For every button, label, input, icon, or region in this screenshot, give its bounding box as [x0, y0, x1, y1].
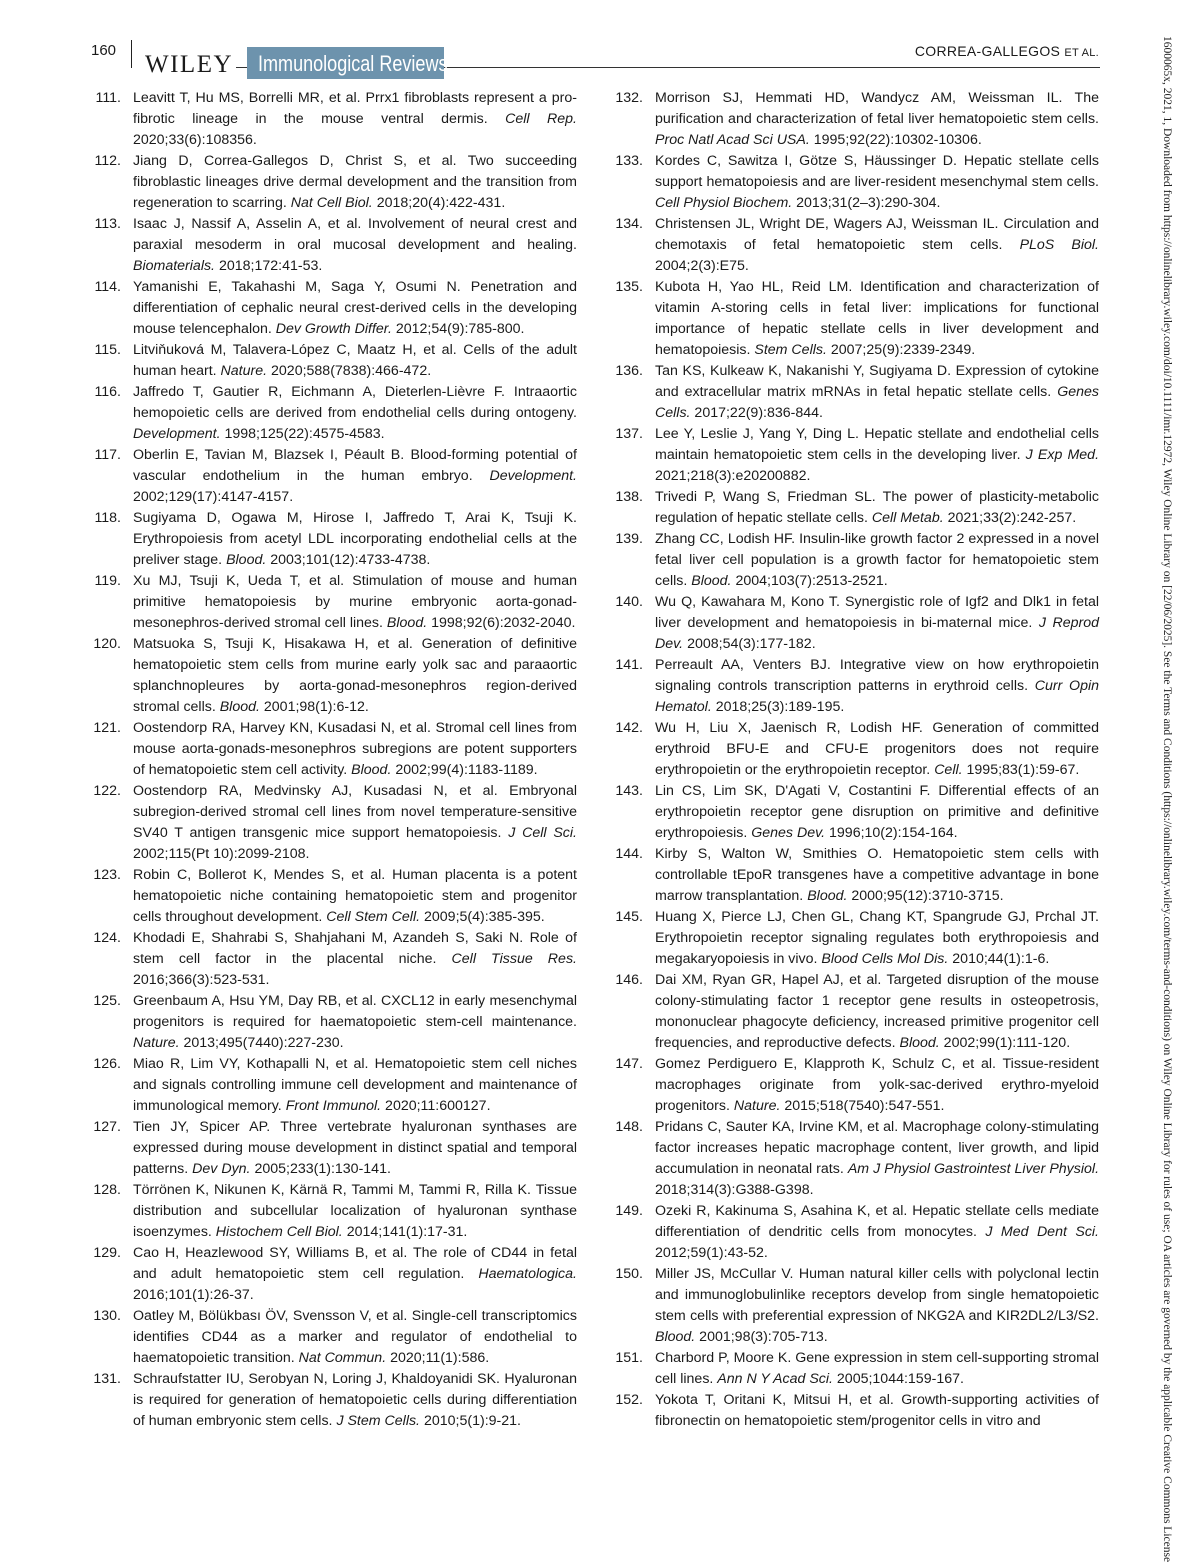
reference-item: [90, 1117, 577, 1180]
reference-journal: Nature.: [733, 1098, 781, 1114]
reference-item: [612, 88, 1099, 151]
reference-number: 112.: [94, 153, 121, 169]
reference-number: 144.: [615, 846, 643, 862]
reference-text: Perreault AA, Venters BJ. Integrative view on how erythropoietin signaling controls transcription patterns in erythroid cells.: [655, 657, 1099, 694]
reference-journal: PLoS Biol.: [1019, 237, 1099, 253]
reference-number: 129.: [93, 1245, 121, 1261]
reference-item: [90, 1054, 577, 1117]
reference-text: Morrison SJ, Hemmati HD, Wandycz AM, Weissman IL. The purification and characterization of fetal liver hematopoietic stem cells.: [655, 90, 1099, 127]
reference-item: [90, 1180, 577, 1243]
reference-item: [90, 865, 577, 928]
reference-citation: 2004;2(3):E75.: [655, 258, 749, 274]
reference-journal: Nat Cell Biol.: [290, 195, 373, 211]
reference-text: Oostendorp RA, Harvey KN, Kusadasi N, et al. Stromal cell lines from mouse aorta-gonads-mesonephros subregions are potent supporters of hematopoietic stem cell activity.: [133, 720, 577, 778]
reference-journal: Blood.: [386, 615, 428, 631]
reference-number: 134.: [615, 216, 643, 232]
reference-number: 117.: [94, 447, 121, 463]
reference-item: [90, 1243, 577, 1306]
reference-journal: Blood.: [899, 1035, 940, 1051]
reference-text: Cao H, Heazlewood SY, Williams B, et al. The role of CD44 in fetal and adult hematopoietic stem cell regulation.: [133, 1245, 577, 1282]
reference-journal: Blood Cells Mol Dis.: [821, 951, 949, 967]
reference-citation: 2007;25(9):2339-2349.: [826, 342, 976, 358]
reference-text: Jiang D, Correa-Gallegos D, Christ S, et al. Two succeeding fibroblastic lineages drive dermal development and the transition from regeneration to scarring.: [133, 153, 577, 211]
reference-citation: 2002;129(17):4147-4157.: [133, 489, 294, 505]
reference-item: [90, 718, 577, 781]
reference-journal: Cell Rep.: [505, 111, 577, 127]
reference-item: [90, 277, 577, 340]
reference-citation: 2015;518(7540):547-551.: [780, 1098, 945, 1114]
reference-number: 114.: [94, 279, 121, 295]
reference-journal: J Cell Sci.: [508, 825, 577, 841]
reference-citation: 2017;22(9):836-844.: [690, 405, 824, 421]
reference-citation: 1995;83(1):59-67.: [962, 762, 1080, 778]
reference-number: 116.: [94, 384, 121, 400]
reference-text: Zhang CC, Lodish HF. Insulin-like growth factor 2 expressed in a novel fetal liver cell population is a growth factor for hematopoietic stem cells.: [655, 531, 1099, 589]
reference-citation: 2013;495(7440):227-230.: [179, 1035, 344, 1051]
reference-citation: 2018;25(3):189-195.: [711, 699, 845, 715]
reference-number: 146.: [615, 972, 643, 988]
reference-citation: 2001;98(1):6-12.: [259, 699, 369, 715]
reference-text: Wu Q, Kawahara M, Kono T. Synergistic role of Igf2 and Dlk1 in fetal liver development and hematopoiesis in bi-maternal mice.: [655, 594, 1099, 631]
reference-text: Gomez Perdiguero E, Klapproth K, Schulz C, et al. Tissue-resident macrophages originate from yolk-sac-derived erythro-myeloid progenitors.: [655, 1056, 1099, 1114]
reference-number: 142.: [615, 720, 643, 736]
reference-text: Isaac J, Nassif A, Asselin A, et al. Involvement of neural crest and paraxial mesoderm in oral mucosal development and healing.: [133, 216, 577, 253]
reference-text: Ozeki R, Kakinuma S, Asahina K, et al. Hepatic stellate cells mediate differentiation of dendritic cells from monocytes.: [655, 1203, 1099, 1240]
reference-citation: 2005;233(1):130-141.: [250, 1161, 391, 1177]
reference-journal: Histochem Cell Biol.: [215, 1224, 343, 1240]
reference-citation: 2002;115(Pt 10):2099-2108.: [133, 846, 310, 862]
reference-item: [612, 655, 1099, 718]
reference-journal: Blood.: [655, 1329, 696, 1345]
reference-text: Lin CS, Lim SK, D'Agati V, Costantini F. Differential effects of an erythropoietin receptor gene disruption on primitive and definitive erythropoiesis.: [655, 783, 1099, 841]
reference-item: [90, 382, 577, 445]
reference-number: 124.: [93, 930, 121, 946]
reference-number: 145.: [615, 909, 643, 925]
reference-text: Leavitt T, Hu MS, Borrelli MR, et al. Prrx1 fibroblasts represent a pro-fibrotic lineage in the mouse ventral dermis.: [133, 90, 577, 127]
reference-journal: Blood.: [807, 888, 848, 904]
reference-text: Sugiyama D, Ogawa M, Hirose I, Jaffredo T, Arai K, Tsuji K. Erythropoiesis from acetyl LDL incorporating endothelial cells at the preliver stage.: [133, 510, 577, 568]
reference-citation: 2010;5(1):9-21.: [420, 1413, 521, 1429]
reference-item: [612, 1390, 1099, 1432]
reference-text: Oberlin E, Tavian M, Blazsek I, Péault B. Blood-forming potential of vascular endothelium in the human embryo.: [133, 447, 577, 484]
reference-journal: Am J Physiol Gastrointest Liver Physiol.: [847, 1161, 1100, 1177]
reference-journal: Cell Physiol Biochem.: [655, 195, 793, 211]
journal-name: Immunological Reviews: [258, 51, 448, 76]
reference-item: [612, 214, 1099, 277]
reference-journal: Curr Opin Hematol.: [655, 678, 1099, 715]
reference-item: [90, 88, 577, 151]
reference-text: Dai XM, Ryan GR, Hapel AJ, et al. Targeted disruption of the mouse colony-stimulating factor 1 receptor gene results in osteopetrosis, mononuclear phagocyte deficiency, increased primitive progenitor cell frequencies, and reproductive defects.: [655, 972, 1099, 1051]
reference-journal: Haematologica.: [478, 1266, 577, 1282]
reference-citation: 1996;10(2):154-164.: [825, 825, 958, 841]
reference-number: 147.: [615, 1056, 643, 1072]
reference-number: 151.: [615, 1350, 643, 1366]
reference-text: Yokota T, Oritani K, Mitsui H, et al. Growth-supporting activities of fibronectin on hematopoietic stem/progenitor cells in vitro and: [655, 1392, 1099, 1429]
reference-journal: Nature.: [133, 1035, 180, 1051]
reference-citation: 2020;11:600127.: [381, 1098, 491, 1114]
references-left-column: [90, 88, 577, 1432]
reference-item: [90, 634, 577, 718]
reference-item: [90, 151, 577, 214]
reference-citation: 2018;172:41-53.: [215, 258, 323, 274]
reference-citation: 2021;33(2):242-257.: [943, 510, 1077, 526]
reference-text: Tan KS, Kulkeaw K, Nakanishi Y, Sugiyama D. Expression of cytokine and extracellular matrix mRNAs in fetal hepatic stellate cells.: [655, 363, 1099, 400]
reference-journal: Nat Commun.: [298, 1350, 387, 1366]
reference-number: 126.: [93, 1056, 121, 1072]
reference-number: 118.: [94, 510, 121, 526]
reference-text: Greenbaum A, Hsu YM, Day RB, et al. CXCL12 in early mesenchymal progenitors is required for haematopoietic stem-cell maintenance.: [133, 993, 577, 1030]
reference-item: [612, 1264, 1099, 1348]
reference-citation: 1995;92(22):10302-10306.: [809, 132, 982, 148]
reference-text: Kordes C, Sawitza I, Götze S, Häussinger D. Hepatic stellate cells support hematopoiesis and are liver-resident mesenchymal stem cells.: [655, 153, 1099, 190]
reference-citation: 2013;31(2–3):290-304.: [792, 195, 941, 211]
download-notice: 1600065x, 2021, 1, Downloaded from https://onlinelibrary.wiley.com/doi/10.1111/imr.12972, Wiley Online Library on [22/06/2025]. See the Terms and Conditions (https://onlinelibrary.wiley.com/terms-and-conditions) on Wiley Online Library for rules of use; OA articles are governed by the applicable Creative Commons License: [1161, 36, 1173, 1563]
reference-citation: 2008;54(3):177-182.: [683, 636, 816, 652]
reference-item: [612, 361, 1099, 424]
reference-item: [90, 571, 577, 634]
reference-number: 121.: [93, 720, 121, 736]
reference-text: Kirby S, Walton W, Smithies O. Hematopoietic stem cells with controllable tEpoR transgenes have a competitive advantage in bone marrow transplantation.: [655, 846, 1099, 904]
reference-journal: Genes Cells.: [655, 384, 1099, 421]
reference-item: [90, 1369, 577, 1432]
reference-item: [612, 277, 1099, 361]
reference-citation: 2018;314(3):G388-G398.: [655, 1182, 814, 1198]
reference-citation: 2009;5(4):385-395.: [420, 909, 545, 925]
reference-item: [612, 907, 1099, 970]
reference-number: 152.: [615, 1392, 643, 1408]
reference-journal: Front Immunol.: [285, 1098, 382, 1114]
reference-item: [90, 508, 577, 571]
reference-text: Xu MJ, Tsuji K, Ueda T, et al. Stimulation of mouse and human primitive hematopoiesis by murine embryonic aorta-gonad-mesonephros-derived stromal cell lines.: [133, 573, 577, 631]
reference-text: Pridans C, Sauter KA, Irvine KM, et al. Macrophage colony-stimulating factor increases hepatic macrophage content, liver growth, and lipid accumulation in neonatal rats.: [655, 1119, 1099, 1177]
reference-number: 130.: [93, 1308, 121, 1324]
reference-text: Wu H, Liu X, Jaenisch R, Lodish HF. Generation of committed erythroid BFU-E and CFU-E progenitors does not require erythropoietin or the erythropoietin receptor.: [655, 720, 1099, 778]
reference-text: Miller JS, McCullar V. Human natural killer cells with polyclonal lectin and immunoglobulinlike receptors develop from single hematopoietic stem cells with preferential expression of NKG2A and KIR2DL2/L3/S2.: [655, 1266, 1099, 1324]
reference-text: Yamanishi E, Takahashi M, Saga Y, Osumi N. Penetration and differentiation of cephalic neural crest-derived cells in the developing mouse telencephalon.: [133, 279, 577, 337]
reference-citation: 2014;141(1):17-31.: [342, 1224, 468, 1240]
reference-journal: Development.: [489, 468, 577, 484]
reference-citation: 2012;59(1):43-52.: [655, 1245, 768, 1261]
reference-journal: J Reprod Dev.: [655, 615, 1099, 652]
reference-item: [90, 781, 577, 865]
header-vertical-rule: [131, 40, 132, 68]
reference-item: [612, 487, 1099, 529]
reference-journal: Cell.: [934, 762, 963, 778]
reference-number: 135.: [615, 279, 643, 295]
reference-number: 136.: [615, 363, 643, 379]
publisher-logo: WILEY: [145, 51, 234, 78]
reference-text: Matsuoka S, Tsuji K, Hisakawa H, et al. Generation of definitive hematopoietic stem cells from murine early yolk sac and paraaortic splanchnopleures by aorta-gonad-mesonephros region-derived stromal cells.: [133, 636, 577, 715]
reference-citation: 2002;99(1):111-120.: [939, 1035, 1071, 1051]
reference-item: [612, 1054, 1099, 1117]
reference-journal: Dev Growth Differ.: [275, 321, 392, 337]
reference-number: 150.: [615, 1266, 643, 1282]
reference-item: [90, 1306, 577, 1369]
reference-journal: Cell Metab.: [871, 510, 944, 526]
reference-item: [90, 445, 577, 508]
reference-text: Trivedi P, Wang S, Friedman SL. The power of plasticity-metabolic regulation of hepatic stellate cells.: [655, 489, 1099, 526]
reference-number: 138.: [615, 489, 643, 505]
reference-citation: 2000;95(12):3710-3715.: [847, 888, 1004, 904]
reference-item: [90, 340, 577, 382]
reference-journal: Cell Stem Cell.: [326, 909, 421, 925]
reference-text: Charbord P, Moore K. Gene expression in stem cell-supporting stromal cell lines.: [655, 1350, 1099, 1387]
reference-citation: 2018;20(4):422-431.: [372, 195, 506, 211]
reference-citation: 2020;11(1):586.: [386, 1350, 490, 1366]
reference-citation: 2005;1044:159-167.: [832, 1371, 964, 1387]
reference-citation: 2020;588(7838):466-472.: [267, 363, 432, 379]
reference-text: Tien JY, Spicer AP. Three vertebrate hyaluronan synthases are expressed during mouse development in distinct spatial and temporal patterns.: [133, 1119, 577, 1177]
reference-item: [612, 592, 1099, 655]
reference-number: 141.: [615, 657, 643, 673]
reference-journal: J Exp Med.: [1025, 447, 1100, 463]
page-number: 160: [91, 42, 117, 59]
reference-journal: Dev Dyn.: [192, 1161, 251, 1177]
reference-item: [90, 214, 577, 277]
reference-item: [612, 1201, 1099, 1264]
reference-citation: 2021;218(3):e20200882.: [655, 468, 811, 484]
reference-journal: Blood.: [226, 552, 267, 568]
reference-citation: 2016;366(3):523-531.: [133, 972, 270, 988]
reference-text: Litviňuková M, Talavera-López C, Maatz H, et al. Cells of the adult human heart.: [133, 342, 577, 379]
reference-text: Törrönen K, Nikunen K, Kärnä R, Tammi M, Tammi R, Rilla K. Tissue distribution and subcellular localization of hyaluronan synthase isoenzymes.: [133, 1182, 577, 1240]
reference-text: Christensen JL, Wright DE, Wagers AJ, Weissman IL. Circulation and chemotaxis of fetal hematopoietic stem cells.: [655, 216, 1099, 253]
reference-citation: 2001;98(3):705-713.: [695, 1329, 828, 1345]
reference-text: Huang X, Pierce LJ, Chen GL, Chang KT, Spangrude GJ, Prchal JT. Erythropoietin receptor signaling regulates both erythropoiesis and megakaryopoiesis in vivo.: [655, 909, 1099, 967]
reference-number: 148.: [615, 1119, 643, 1135]
reference-number: 143.: [615, 783, 643, 799]
running-author: CORREA-GALLEGOS: [914, 43, 1061, 59]
reference-journal: Ann N Y Acad Sci.: [717, 1371, 833, 1387]
reference-text: Kubota H, Yao HL, Reid LM. Identification and characterization of vitamin A-storing cells in fetal liver: implications for functional importance of hepatic stellate cells in liver development and hematopoiesis.: [655, 279, 1099, 358]
reference-number: 123.: [93, 867, 121, 883]
reference-journal: Biomaterials.: [133, 258, 216, 274]
reference-number: 125.: [93, 993, 121, 1009]
reference-journal: Blood.: [219, 699, 260, 715]
reference-number: 111.: [95, 90, 121, 106]
reference-item: [90, 928, 577, 991]
reference-item: [612, 844, 1099, 907]
page-header: [0, 0, 1190, 90]
reference-citation: 2010;44(1):1-6.: [948, 951, 1050, 967]
reference-text: Jaffredo T, Gautier R, Eichmann A, Dieterlen-Lièvre F. Intraaortic hemopoietic cells are derived from endothelial cells during ontogeny.: [133, 384, 577, 421]
reference-item: [612, 970, 1099, 1054]
reference-number: 137.: [615, 426, 643, 442]
reference-number: 119.: [94, 573, 121, 589]
reference-item: [612, 781, 1099, 844]
reference-citation: 2016;101(1):26-37.: [133, 1287, 254, 1303]
references-right-column: [612, 88, 1099, 1432]
reference-journal: Proc Natl Acad Sci USA.: [655, 132, 810, 148]
reference-citation: 2012;54(9):785-800.: [391, 321, 525, 337]
reference-journal: J Med Dent Sci.: [985, 1224, 1100, 1240]
reference-citation: 2002;99(4):1183-1189.: [391, 762, 538, 778]
reference-item: [612, 718, 1099, 781]
reference-citation: 1998;125(22):4575-4583.: [220, 426, 385, 442]
reference-number: 139.: [615, 531, 643, 547]
reference-number: 149.: [615, 1203, 643, 1219]
reference-text: Schraufstatter IU, Serobyan N, Loring J, Khaldoyanidi SK. Hyaluronan is required for generation of hematopoietic cells during differentiation of human embryonic stem cells.: [133, 1371, 577, 1429]
reference-number: 131.: [93, 1371, 121, 1387]
running-head: [915, 43, 1099, 59]
reference-item: [612, 151, 1099, 214]
reference-text: Oatley M, Bölükbası ÖV, Svensson V, et al. Single-cell transcriptomics identifies CD44 as a marker and regulator of endothelial to haematopoietic transition.: [133, 1308, 577, 1366]
reference-item: [612, 529, 1099, 592]
reference-text: Lee Y, Leslie J, Yang Y, Ding L. Hepatic stellate and endothelial cells maintain hematopoietic stem cells in the developing liver.: [655, 426, 1099, 463]
reference-number: 115.: [94, 342, 121, 358]
reference-citation: 2020;33(6):108356.: [133, 132, 257, 148]
reference-journal: Stem Cells.: [754, 342, 827, 358]
reference-number: 113.: [94, 216, 121, 232]
reference-number: 128.: [93, 1182, 121, 1198]
reference-item: [612, 424, 1099, 487]
reference-text: Oostendorp RA, Medvinsky AJ, Kusadasi N, et al. Embryonal subregion-derived stromal cell lines from novel temperature-sensitive SV40 T antigen transgenic mice support hematopoiesis.: [133, 783, 577, 841]
running-suffix: ET AL.: [1064, 47, 1099, 59]
reference-journal: Nature.: [220, 363, 268, 379]
reference-number: 133.: [615, 153, 643, 169]
reference-number: 122.: [93, 783, 121, 799]
reference-journal: Cell Tissue Res.: [451, 951, 577, 967]
reference-number: 140.: [615, 594, 643, 610]
reference-journal: Blood.: [351, 762, 392, 778]
reference-number: 120.: [93, 636, 121, 652]
reference-citation: 2003;101(12):4733-4738.: [266, 552, 431, 568]
reference-text: Robin C, Bollerot K, Mendes S, et al. Human placenta is a potent hematopoietic niche containing hematopoietic stem and progenitor cells throughout development.: [133, 867, 577, 925]
reference-journal: Genes Dev.: [751, 825, 826, 841]
reference-journal: Development.: [133, 426, 221, 442]
reference-journal: Blood.: [691, 573, 732, 589]
reference-text: Khodadi E, Shahrabi S, Shahjahani M, Azandeh S, Saki N. Role of stem cell factor in the placental niche.: [133, 930, 577, 967]
reference-citation: 1998;92(6):2032-2040.: [427, 615, 576, 631]
reference-journal: J Stem Cells.: [336, 1413, 421, 1429]
reference-number: 127.: [93, 1119, 121, 1135]
reference-number: 132.: [615, 90, 643, 106]
reference-text: Miao R, Lim VY, Kothapalli N, et al. Hematopoietic stem cell niches and signals controlling immune cell development and maintenance of immunological memory.: [133, 1056, 577, 1114]
reference-citation: 2004;103(7):2513-2521.: [731, 573, 888, 589]
reference-item: [612, 1348, 1099, 1390]
reference-item: [612, 1117, 1099, 1201]
reference-item: [90, 991, 577, 1054]
